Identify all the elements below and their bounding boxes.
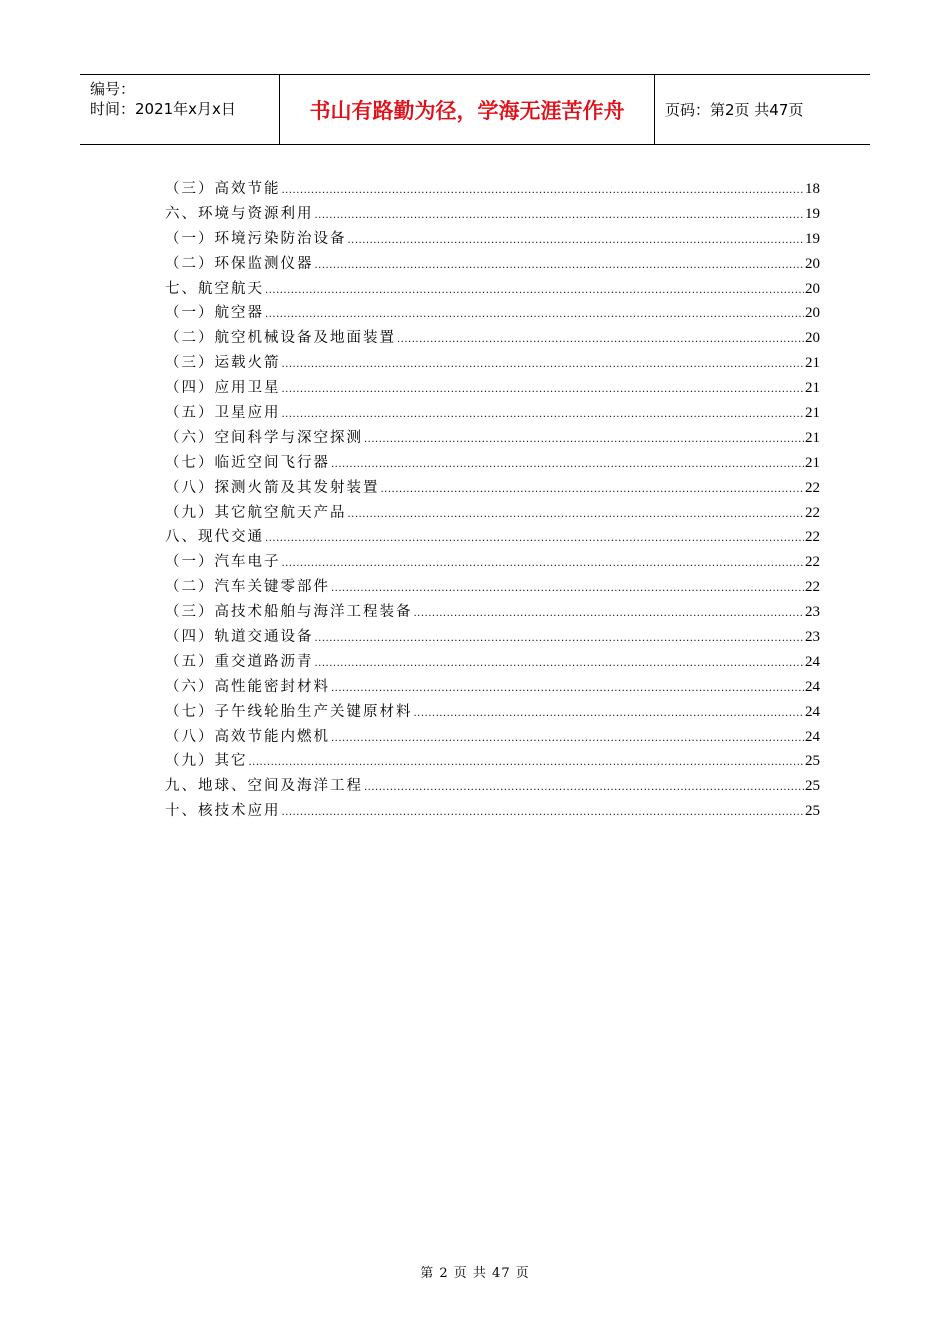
toc-entry[interactable] — [165, 401, 820, 426]
toc-entry-page: 20 — [805, 305, 820, 322]
toc-leader-dots — [364, 428, 804, 453]
toc-entry[interactable] — [165, 451, 820, 476]
toc-leader-dots — [397, 328, 804, 353]
toc-entry[interactable] — [165, 700, 820, 725]
document-date-label: 时间：2021年x月x日 — [90, 100, 236, 118]
toc-entry[interactable] — [165, 177, 820, 202]
toc-leader-dots — [348, 503, 805, 528]
toc-leader-dots — [265, 303, 804, 328]
toc-entry-page: 21 — [805, 380, 820, 397]
toc-entry-title: （一）环境污染防治设备 — [165, 230, 347, 247]
toc-entry-page: 25 — [805, 803, 820, 820]
toc-entry-title: （九）其它航空航天产品 — [165, 504, 347, 521]
toc-entry[interactable] — [165, 426, 820, 451]
toc-leader-dots — [315, 204, 805, 229]
toc-entry-title: （六）高性能密封材料 — [165, 678, 330, 695]
toc-entry[interactable] — [165, 351, 820, 376]
toc-entry[interactable] — [165, 326, 820, 351]
toc-entry-page: 19 — [805, 205, 820, 222]
toc-entry[interactable] — [165, 774, 820, 799]
table-of-contents — [165, 177, 820, 824]
toc-leader-dots — [315, 627, 805, 652]
toc-entry[interactable] — [165, 525, 820, 550]
toc-entry-page: 24 — [805, 678, 820, 695]
toc-leader-dots — [282, 801, 805, 826]
toc-entry-page: 23 — [805, 604, 820, 621]
header-page-label: 页码：第2页 共47页 — [665, 101, 804, 119]
toc-leader-dots — [331, 677, 804, 702]
toc-leader-dots — [282, 403, 805, 428]
toc-entry-title: 六、环境与资源利用 — [165, 205, 314, 222]
header-motto: 书山有路勤为径，学海无涯苦作舟 — [280, 75, 655, 144]
toc-leader-dots — [348, 229, 805, 254]
toc-entry-title: （二）汽车关键零部件 — [165, 579, 330, 596]
toc-entry[interactable] — [165, 749, 820, 774]
toc-entry[interactable] — [165, 376, 820, 401]
toc-leader-dots — [282, 378, 805, 403]
toc-leader-dots — [282, 552, 805, 577]
toc-leader-dots — [331, 727, 804, 752]
toc-entry-title: （四）应用卫星 — [165, 380, 281, 397]
toc-entry-page: 20 — [805, 255, 820, 272]
toc-entry-page: 22 — [805, 529, 820, 546]
toc-entry-page: 22 — [805, 579, 820, 596]
toc-entry-title: （五）重交道路沥青 — [165, 653, 314, 670]
toc-entry-title: （四）轨道交通设备 — [165, 629, 314, 646]
toc-leader-dots — [265, 527, 804, 552]
toc-entry-title: 十、核技术应用 — [165, 803, 281, 820]
toc-entry[interactable] — [165, 725, 820, 750]
toc-entry-page: 24 — [805, 728, 820, 745]
toc-entry-title: （八）高效节能内燃机 — [165, 728, 330, 745]
toc-entry-title: （八）探测火箭及其发射装置 — [165, 479, 380, 496]
toc-entry-page: 18 — [805, 181, 820, 197]
toc-entry-page: 20 — [805, 330, 820, 347]
toc-entry-title: （七）子午线轮胎生产关键原材料 — [165, 703, 413, 720]
toc-entry-title: （一）航空器 — [165, 305, 264, 322]
toc-entry[interactable] — [165, 476, 820, 501]
toc-entry-title: （三）运载火箭 — [165, 355, 281, 372]
toc-entry[interactable] — [165, 550, 820, 575]
toc-leader-dots — [315, 652, 805, 677]
toc-leader-dots — [315, 254, 805, 279]
toc-leader-dots — [364, 776, 804, 801]
toc-entry-title: 九、地球、空间及海洋工程 — [165, 778, 363, 795]
toc-leader-dots — [381, 478, 805, 503]
toc-leader-dots — [249, 751, 805, 776]
toc-entry-title: （五）卫星应用 — [165, 405, 281, 422]
toc-entry-page: 22 — [805, 554, 820, 571]
toc-entry-title: （七）临近空间飞行器 — [165, 454, 330, 471]
toc-entry-page: 22 — [805, 504, 820, 521]
toc-entry[interactable] — [165, 600, 820, 625]
toc-entry-title: （一）汽车电子 — [165, 554, 281, 571]
toc-entry-page: 21 — [805, 454, 820, 471]
toc-entry-title: （三）高技术船舶与海洋工程装备 — [165, 604, 413, 621]
toc-entry[interactable] — [165, 625, 820, 650]
toc-leader-dots — [331, 453, 804, 478]
toc-entry[interactable] — [165, 675, 820, 700]
toc-entry[interactable] — [165, 301, 820, 326]
toc-entry-page: 25 — [805, 753, 820, 770]
toc-entry-page: 21 — [805, 405, 820, 422]
toc-entry-page: 25 — [805, 778, 820, 795]
toc-entry-title: （三）高效节能 — [165, 181, 281, 197]
page-header — [80, 74, 870, 145]
toc-leader-dots — [331, 577, 804, 602]
toc-entry-page: 24 — [805, 653, 820, 670]
toc-entry-page: 20 — [805, 280, 820, 297]
toc-entry-title: （九）其它 — [165, 753, 248, 770]
toc-entry-title: （六）空间科学与深空探测 — [165, 429, 363, 446]
toc-entry[interactable] — [165, 277, 820, 302]
toc-entry-title: 八、现代交通 — [165, 529, 264, 546]
toc-entry-page: 24 — [805, 703, 820, 720]
header-info-cell — [80, 75, 280, 144]
toc-entry-page: 21 — [805, 355, 820, 372]
toc-entry[interactable] — [165, 575, 820, 600]
toc-leader-dots — [414, 602, 805, 627]
toc-entry[interactable] — [165, 799, 820, 824]
toc-entry-page: 19 — [805, 230, 820, 247]
toc-entry-page: 22 — [805, 479, 820, 496]
toc-entry[interactable] — [165, 650, 820, 675]
toc-entry-title: （二）航空机械设备及地面装置 — [165, 330, 396, 347]
toc-leader-dots — [265, 279, 804, 304]
page-footer: 第 2 页 共 47 页 — [420, 1266, 530, 1281]
toc-entry[interactable] — [165, 501, 820, 526]
toc-entry-title: 七、航空航天 — [165, 280, 264, 297]
toc-entry[interactable] — [165, 252, 820, 277]
toc-leader-dots — [282, 353, 805, 378]
toc-entry-title: （二）环保监测仪器 — [165, 255, 314, 272]
toc-leader-dots — [414, 702, 805, 727]
toc-entry-page: 23 — [805, 629, 820, 646]
document-number-label: 编号： — [90, 80, 136, 98]
toc-entry[interactable] — [165, 202, 820, 227]
toc-leader-dots — [282, 179, 805, 204]
toc-entry-page: 21 — [805, 429, 820, 446]
toc-entry[interactable] — [165, 227, 820, 252]
